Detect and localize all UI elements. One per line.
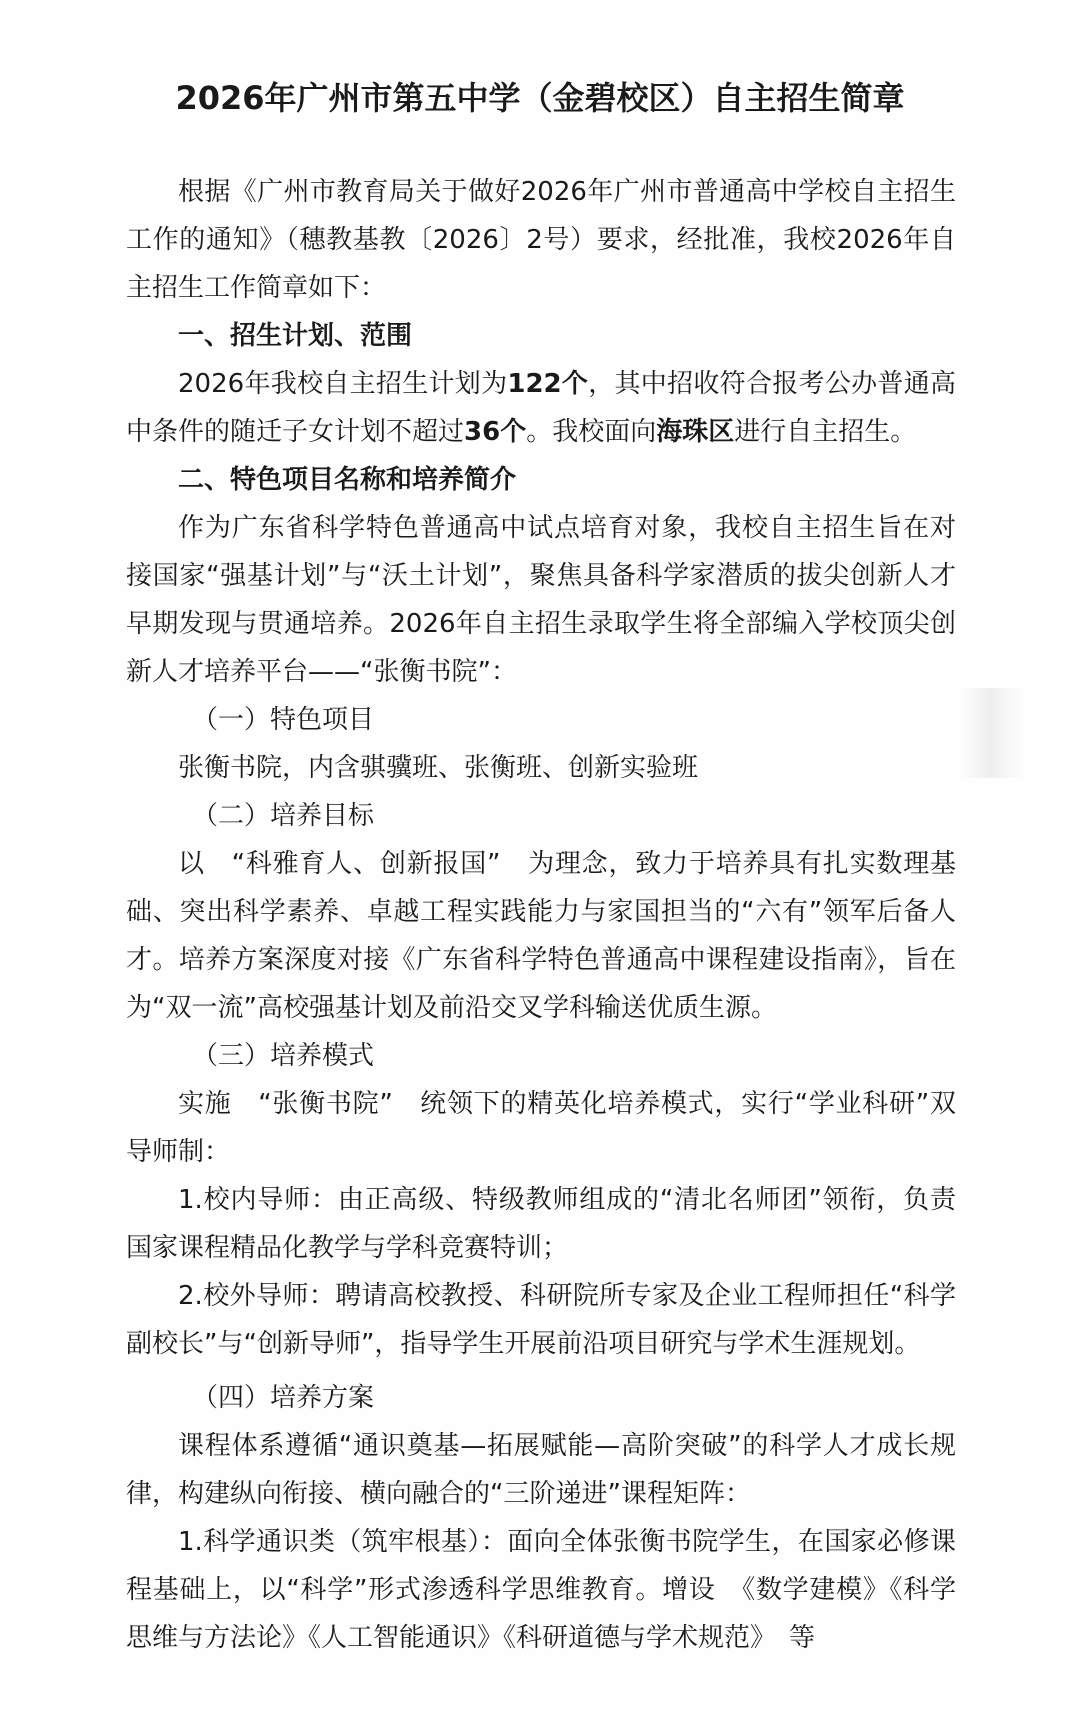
subsection-2-text: 以 “科雅育人、创新报国” 为理念，致力于培养具有扎实数理基础、突出科学素养、卓越工程实践能力与家国担当的“六有”领军后备人才。培养方案深度对接《广东省科学特色普通高中课程建设指南》，旨在为“双一流”高校强基计划及前沿交叉学科输送优质生源。 (126, 849, 956, 1023)
subsection-1-heading: （一）特色项目 (192, 705, 375, 735)
subsection-3-item-2: 2.校外导师：聘请高校教授、科研院所专家及企业工程师担任“科学副校长”与“创新导师”，指导学生开展前沿项目研究与学术生涯规划。 (126, 1281, 956, 1359)
subsection-4-item-1: 1.科学通识类（筑牢根基）：面向全体张衡书院学生，在国家必修课程基础上，以“科学”形式渗透科学思维教育。增设 《数学建模》《科学思维与方法论》《人工智能通识》《科研道德与学术规范》 等 (126, 1527, 956, 1653)
text-run: 。我校面向 (526, 417, 657, 447)
migrant-quota: 36个 (464, 417, 527, 447)
section-1-heading: 一、招生计划、范围 (178, 321, 413, 351)
document-title: 2026年广州市第五中学（金碧校区）自主招生简章 (175, 79, 905, 117)
subsection-2-heading: （二）培养目标 (192, 801, 375, 831)
district-name: 海珠区 (656, 417, 735, 447)
section-1-paragraph (126, 360, 956, 456)
subsection-3-heading: （三）培养模式 (192, 1041, 375, 1071)
subsection-3-item-1: 1.校内导师：由正高级、特级教师组成的“清北名师团”领衔，负责国家课程精品化教学与学科竞赛特训； (126, 1185, 956, 1263)
document-body (126, 168, 956, 1662)
text-run: 进行自主招生。 (734, 417, 917, 447)
subsection-1-text: 张衡书院，内含骐骥班、张衡班、创新实验班 (178, 753, 699, 783)
subsection-3-text: 实施 “张衡书院” 统领下的精英化培养模式，实行“学业科研”双导师制： (126, 1089, 956, 1167)
text-run: 2026年我校自主招生计划为 (178, 369, 508, 399)
section-2-heading: 二、特色项目名称和培养简介 (178, 465, 517, 495)
subsection-4-text: 课程体系遵循“通识奠基—拓展赋能—高阶突破”的科学人才成长规律，构建纵向衔接、横向融合的“三阶递进”课程矩阵： (126, 1431, 956, 1509)
section-2-intro: 作为广东省科学特色普通高中试点培育对象，我校自主招生旨在对接国家“强基计划”与“沃土计划”，聚焦具备科学家潜质的拔尖创新人才早期发现与贯通培养。2026年自主招生录取学生将全部编入学校顶尖创新人才培养平台——“张衡书院”： (126, 513, 956, 687)
plan-count: 122个 (507, 369, 589, 399)
text-run: ，其中招收符合报考公办普通高中条件的随迁子女计划不超过 (126, 369, 956, 447)
subsection-4-heading: （四）培养方案 (192, 1383, 375, 1413)
photo-glare (958, 688, 1024, 778)
intro-paragraph: 根据《广州市教育局关于做好2026年广州市普通高中学校自主招生工作的通知》（穗教基教〔2026〕2号）要求，经批准，我校2026年自主招生工作简章如下： (126, 177, 956, 303)
